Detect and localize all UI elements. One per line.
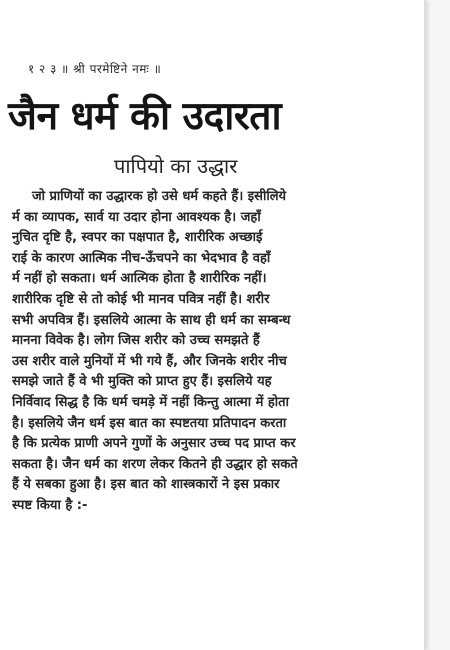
text-line: स्पष्ट किया है :- [12, 497, 88, 513]
text-line: शारीरिक दृष्टि से तो कोई भी मानव पवित्र नहीं है। शरीर [12, 291, 270, 307]
text-line: र्म नहीं हो सकता। धर्म आत्मिक होता है शारीरिक नहीं। [12, 271, 267, 287]
text-line: है। इसलिये जैन धर्म इस बात का स्पष्टतया प्रतिपादन करता [12, 415, 287, 431]
text-line: जो प्राणियों का उद्धारक हो उसे धर्म कहते हैं। इसीलिये [32, 189, 287, 204]
text-line: नुचित दृष्टि है, स्वपर का पक्षपात है, शारीरिक अच्छाई [12, 230, 263, 246]
section-subtitle: पापियो का उद्धार [114, 154, 238, 178]
text-line: निर्विवाद सिद्ध है कि धर्म चमड़े में नहीं किन्तु आत्मा में होता [12, 394, 289, 410]
text-line: समझे जाते हैं वे भी मुक्ति को प्राप्त हुए हैं। इसलिये यह [12, 374, 272, 390]
invocation-header: १ २ ३ ॥ श्री परमेष्टिने नमः ॥ [28, 62, 162, 76]
text-line: है कि प्रत्येक प्राणी अपने गुणों के अनुसार उच्च पद प्राप्त कर [12, 436, 296, 452]
text-line: र्म का व्यापक, सार्व या उदार होना आवश्यक है। जहाँ [12, 209, 261, 225]
text-line: मानना विवेक है। लोग जिस शरीर को उच्च समझते हैं [12, 333, 260, 349]
text-line: उस शरीर वाले मुनियों में भी गये हैं, और जिनके शरीर नीच [12, 353, 287, 369]
text-line: राई के कारण आत्मिक नीच-ऊँचपने का भेदभाव है वहाँ [12, 250, 271, 266]
body-text [12, 187, 412, 517]
text-line: हैं ये सबका हुआ है। इस बात को शास्त्रकारों ने इस प्रकार [12, 477, 280, 493]
page-title: जैन धर्म की उदारता [8, 94, 282, 139]
text-line: सकता है। जैन धर्म का शरण लेकर कितने ही उद्धार हो सकते [12, 456, 298, 472]
text-line: सभी अपवित्र हैं। इसलिये आत्मा के साथ ही धर्म का सम्बन्ध [12, 312, 291, 328]
